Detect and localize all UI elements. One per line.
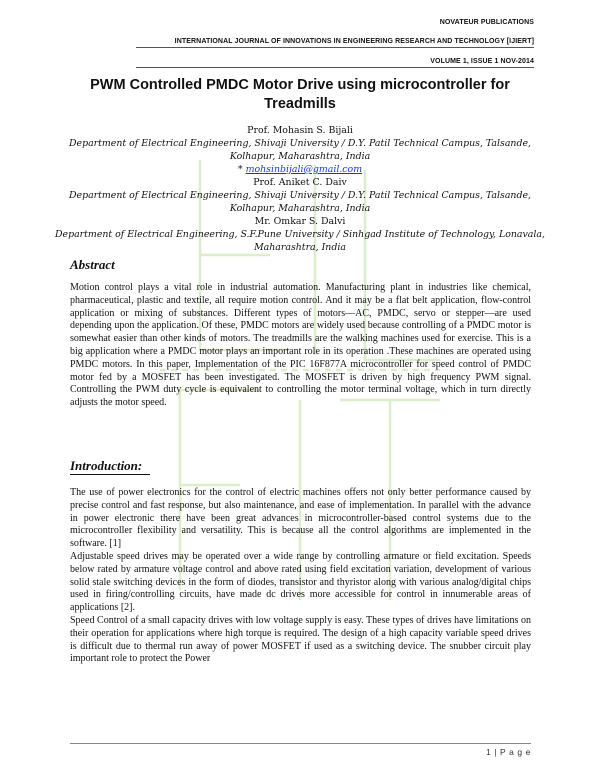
author-name: Prof. Mohasin S. Bijali <box>247 125 353 136</box>
author-affiliation: Department of Electrical Engineering, Shivaji University / D.Y. Patil Technical Campus, Talsande, <box>69 190 531 201</box>
publisher-name: NOVATEUR PUBLICATIONS <box>439 19 534 26</box>
paragraph: The use of power electronics for the control of electric machines offers not only better performance caused by precise control and fast response, but also maintenance, and ease of implementation. In parallel with the advance in power electronic there have been great advances in microcontroller-based control systems due to the microcontroller flexibility and versatility. This is because all the control algorithms are implemented in the software. [1] <box>70 487 531 550</box>
journal-name: INTERNATIONAL JOURNAL OF INNOVATIONS IN ENGINEERING RESEARCH AND TECHNOLOGY [IJIERT] <box>174 38 534 45</box>
introduction-heading: Introduction: <box>70 458 143 473</box>
page-number: 1 | P a g e <box>485 747 531 757</box>
abstract-heading: Abstract <box>70 257 115 272</box>
author-block <box>40 124 560 254</box>
author-affiliation: Maharashtra, India <box>254 242 346 253</box>
footer-rule <box>70 743 531 744</box>
paragraph: Adjustable speed drives may be operated over a wide range by controlling armature or field excitation. Speeds below rated by armature voltage control and above rated using field excitation variation, development of various solid stale switching devices in the form of diodes, transistor and thyristor along with various analog/digital chips used in firing/controlling circuits, have made dc drives more accessible for control in innumerable areas of applications [2]. <box>70 550 531 614</box>
author-email-line <box>40 163 560 176</box>
heading-underline <box>70 474 150 475</box>
introduction-body <box>70 487 531 666</box>
header-rule <box>136 67 534 68</box>
paper-title: PWM Controlled PMDC Motor Drive using microcontroller for Treadmills <box>90 77 510 112</box>
author-affiliation: Kolhapur, Maharashtra, India <box>229 151 371 162</box>
abstract-text: Motion control plays a vital role in industrial automation. Manufacturing plant in industries like chemical, pharmaceutical, plastic and textile, all require motion control. And it may be a flat belt application, flow-control application or mixing of substances. Different types of motors—AC, PMDC, servo or stepper—are used depending upon the application. Of these, PMDC motors are widely used because controlling of a PMDC motor is somewhat easier than other kinds of motors. The treadmills are the walking machines used for exercise. This is a big application where a PMDC motor plays an important role in its operation .These machines are operated using PMDC motors. In this paper, Implementation of the PIC 16F877A microcontroller for speed control of PMDC motor fed by a MOSFET has been investigated. The MOSFET is driven by high frequency PWM signal. Controlling the PWM duty cycle is equivalent to controlling the motor terminal voltage, which in turn directly adjusts the motor speed. <box>70 282 531 409</box>
header-rule <box>136 47 534 48</box>
paragraph: Speed Control of a small capacity drives with low voltage supply is easy. These types of drives have limitations on their operation for applications where high torque is required. The design of a high capacity variable speed drives is difficult due to thermal run away of power MOSFET if used as a switching device. The snubber circuit play important role to protect the Power <box>70 614 531 665</box>
author-affiliation: Department of Electrical Engineering, S.F.Pune University / Sinhgad Institute of Technology, Lonavala, <box>55 229 545 240</box>
author-affiliation: Kolhapur, Maharashtra, India <box>229 203 371 214</box>
author-name: Prof. Aniket C. Daiv <box>253 177 347 188</box>
email-asterisk: * <box>237 164 246 175</box>
author-email-link[interactable]: mohsinbijali@gmail.com <box>245 164 363 175</box>
author-affiliation: Department of Electrical Engineering, Shivaji University / D.Y. Patil Technical Campus, Talsande, <box>69 138 531 149</box>
issue-info: VOLUME 1, ISSUE 1 NOV-2014 <box>430 58 534 65</box>
author-name: Mr. Omkar S. Dalvi <box>254 216 346 227</box>
